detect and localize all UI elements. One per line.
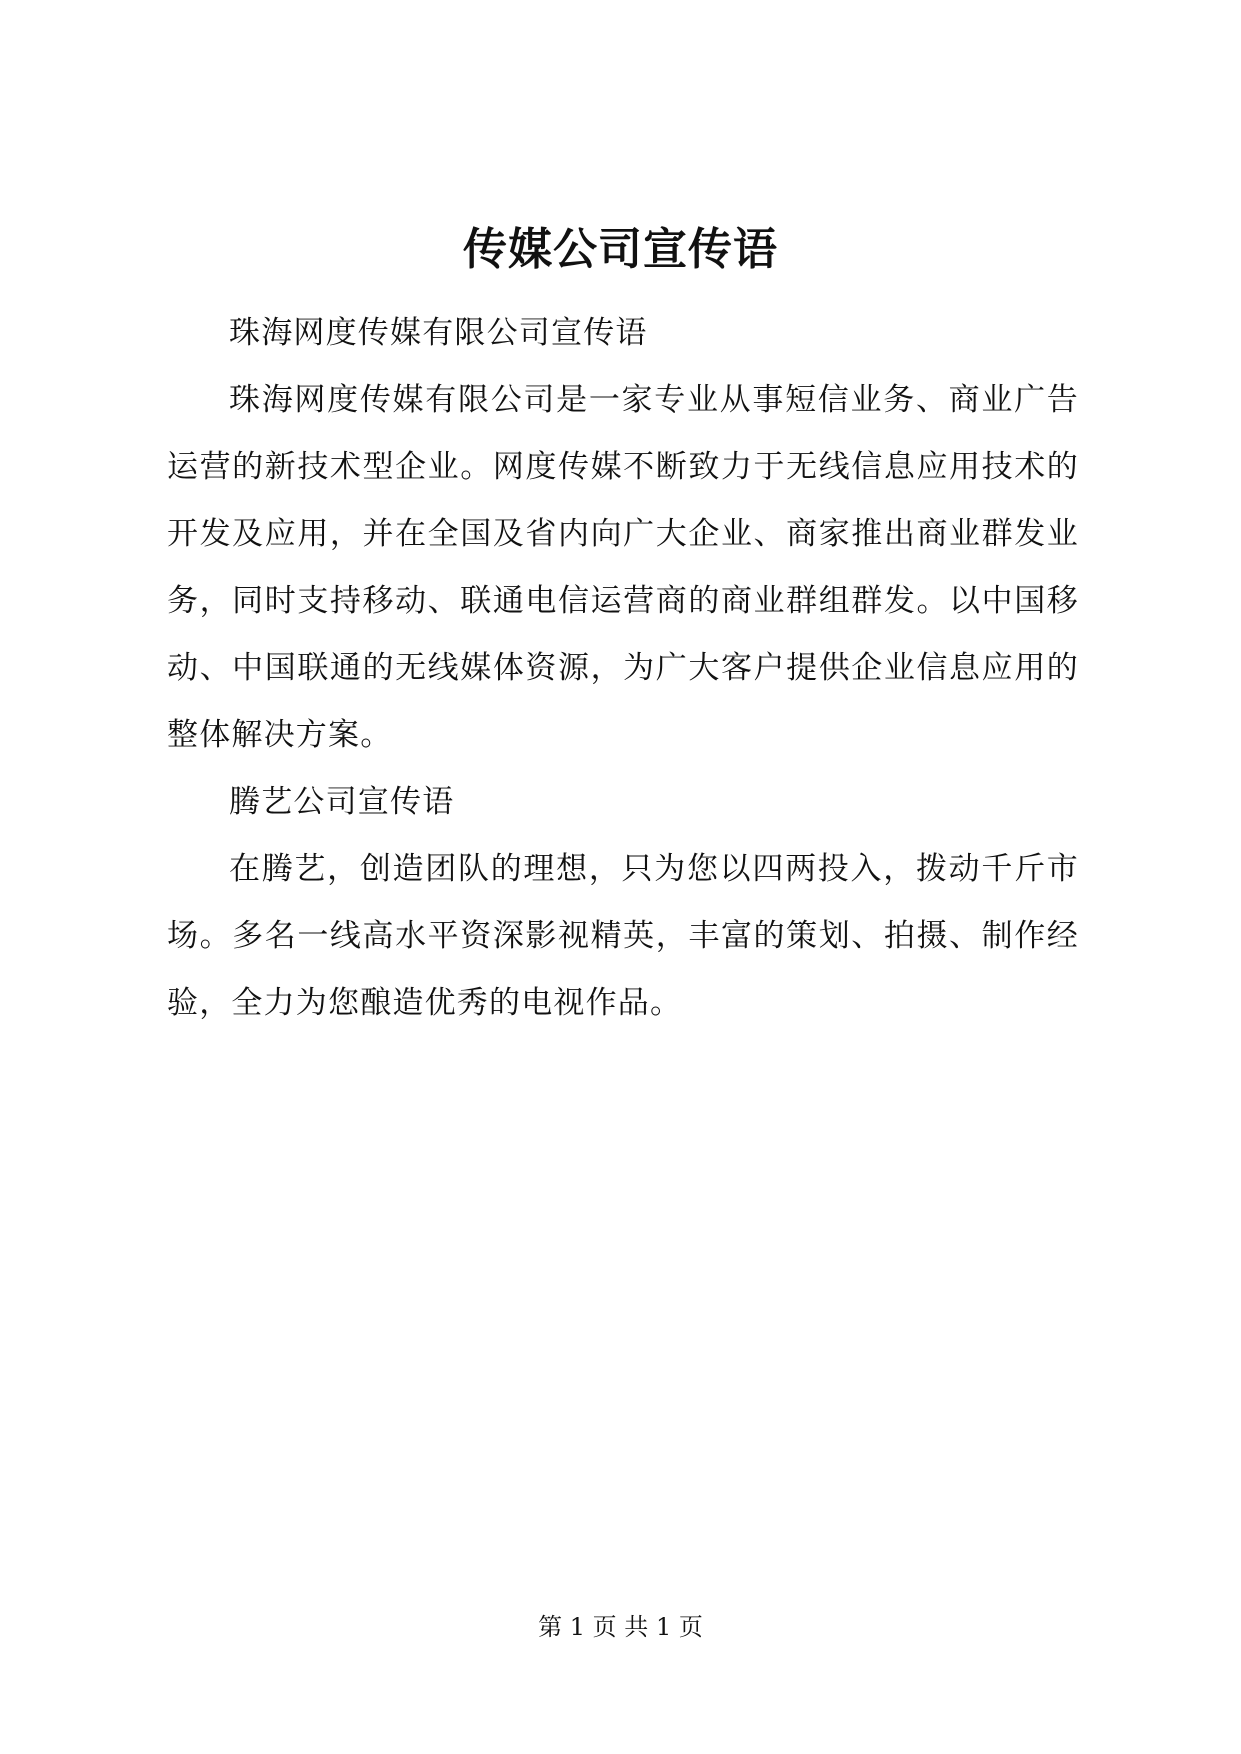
paragraph-company-1-description: 珠海网度传媒有限公司是一家专业从事短信业务、商业广告运营的新技术型企业。网度传媒不断致力于无线信息应用技术的开发及应用，并在全国及省内向广大企业、商家推出商业群发业务，同时支持移动、联通电信运营商的商业群组群发。以中国移动、中国联通的无线媒体资源，为广大客户提供企业信息应用的整体解决方案。 — [167, 382, 1079, 753]
heading-company-2: 腾艺公司宣传语 — [229, 784, 455, 820]
heading-company-1: 珠海网度传媒有限公司宣传语 — [229, 315, 648, 351]
document-body — [167, 300, 1079, 1037]
document-title: 传媒公司宣传语 — [463, 224, 778, 275]
paragraph-company-2-description: 在腾艺，创造团队的理想，只为您以四两投入，拨动千斤市场。多名一线高水平资深影视精英，丰富的策划、拍摄、制作经验，全力为您酿造优秀的电视作品。 — [167, 851, 1079, 1021]
page-number-footer: 第 1 页 共 1 页 — [538, 1613, 703, 1641]
